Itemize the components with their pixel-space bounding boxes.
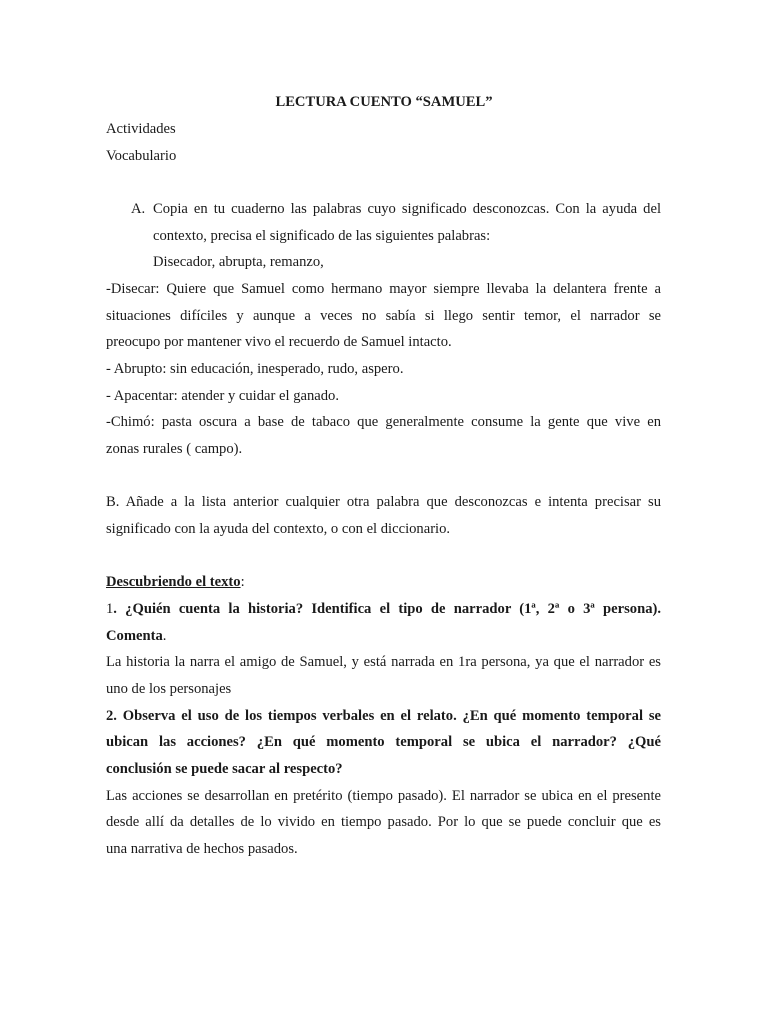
- question-2-line1: 2. Observa el uso de los tiempos verbales en el relato. ¿En qué momento temporal se: [106, 708, 661, 724]
- question-1-comenta: Comenta: [106, 628, 163, 644]
- question-1-text: . ¿Quién cuenta la historia? Identifica el tipo de narrador (1ª, 2ª o 3ª persona).: [113, 601, 661, 617]
- definition-chimo-line2: zonas rurales ( campo).: [106, 441, 243, 457]
- question-1-period: .: [162, 628, 167, 644]
- answer-2-line3: una narrativa de hechos pasados.: [106, 841, 298, 857]
- definition-chimo-line1: -Chimó: pasta oscura a base de tabaco que generalmente consume la gente que vive en: [106, 414, 661, 430]
- section-a-line2: contexto, precisa el significado de las siguientes palabras:: [153, 228, 491, 244]
- page-title: LECTURA CUENTO “SAMUEL”: [275, 94, 493, 110]
- answer-2-line2: desde allí da detalles de lo vivido en tiempo pasado. Por lo que se puede concluir que es: [106, 814, 661, 830]
- descubriendo-heading: Descubriendo el texto: [106, 574, 241, 590]
- answer-1-line2: uno de los personajes: [106, 681, 232, 697]
- definition-apacentar: - Apacentar: atender y cuidar el ganado.: [106, 388, 339, 404]
- section-a-word-list: Disecador, abrupta, remanzo,: [153, 254, 324, 270]
- definition-disecar-line2: situaciones difíciles y aunque a veces no sabía si llego sentir temor, el narrador se: [106, 308, 661, 324]
- question-2-line3: conclusión se puede sacar al respecto?: [106, 761, 343, 777]
- question-1-line2: [106, 627, 166, 645]
- question-1-line1: [106, 600, 661, 618]
- heading-vocabulario: Vocabulario: [106, 148, 177, 164]
- question-1-number: 1: [106, 601, 114, 617]
- descubriendo-heading-row: [106, 573, 245, 591]
- answer-1-line1: La historia la narra el amigo de Samuel, y está narrada en 1ra persona, ya que el narrador es: [106, 654, 661, 670]
- section-b-line1: B. Añade a la lista anterior cualquier otra palabra que desconozcas e intenta precisar su: [106, 494, 661, 510]
- definition-abrupto: - Abrupto: sin educación, inesperado, rudo, aspero.: [106, 361, 404, 377]
- answer-2-line1: Las acciones se desarrollan en pretérito (tiempo pasado). El narrador se ubica en el presente: [106, 788, 661, 804]
- section-a-marker: A.: [131, 201, 146, 217]
- section-b-line2: significado con la ayuda del contexto, o con el diccionario.: [106, 521, 451, 537]
- definition-disecar-line1: -Disecar: Quiere que Samuel como hermano mayor siempre llevaba la delantera frente a: [106, 281, 661, 297]
- section-a-line1: Copia en tu cuaderno las palabras cuyo significado desconozcas. Con la ayuda del: [153, 201, 661, 217]
- definition-disecar-line3: preocupo por mantener vivo el recuerdo de Samuel intacto.: [106, 334, 452, 350]
- heading-actividades: Actividades: [106, 121, 176, 137]
- question-2-line2: ubican las acciones? ¿En qué momento temporal se ubica el narrador? ¿Qué: [106, 734, 661, 750]
- descubriendo-colon: :: [240, 574, 245, 590]
